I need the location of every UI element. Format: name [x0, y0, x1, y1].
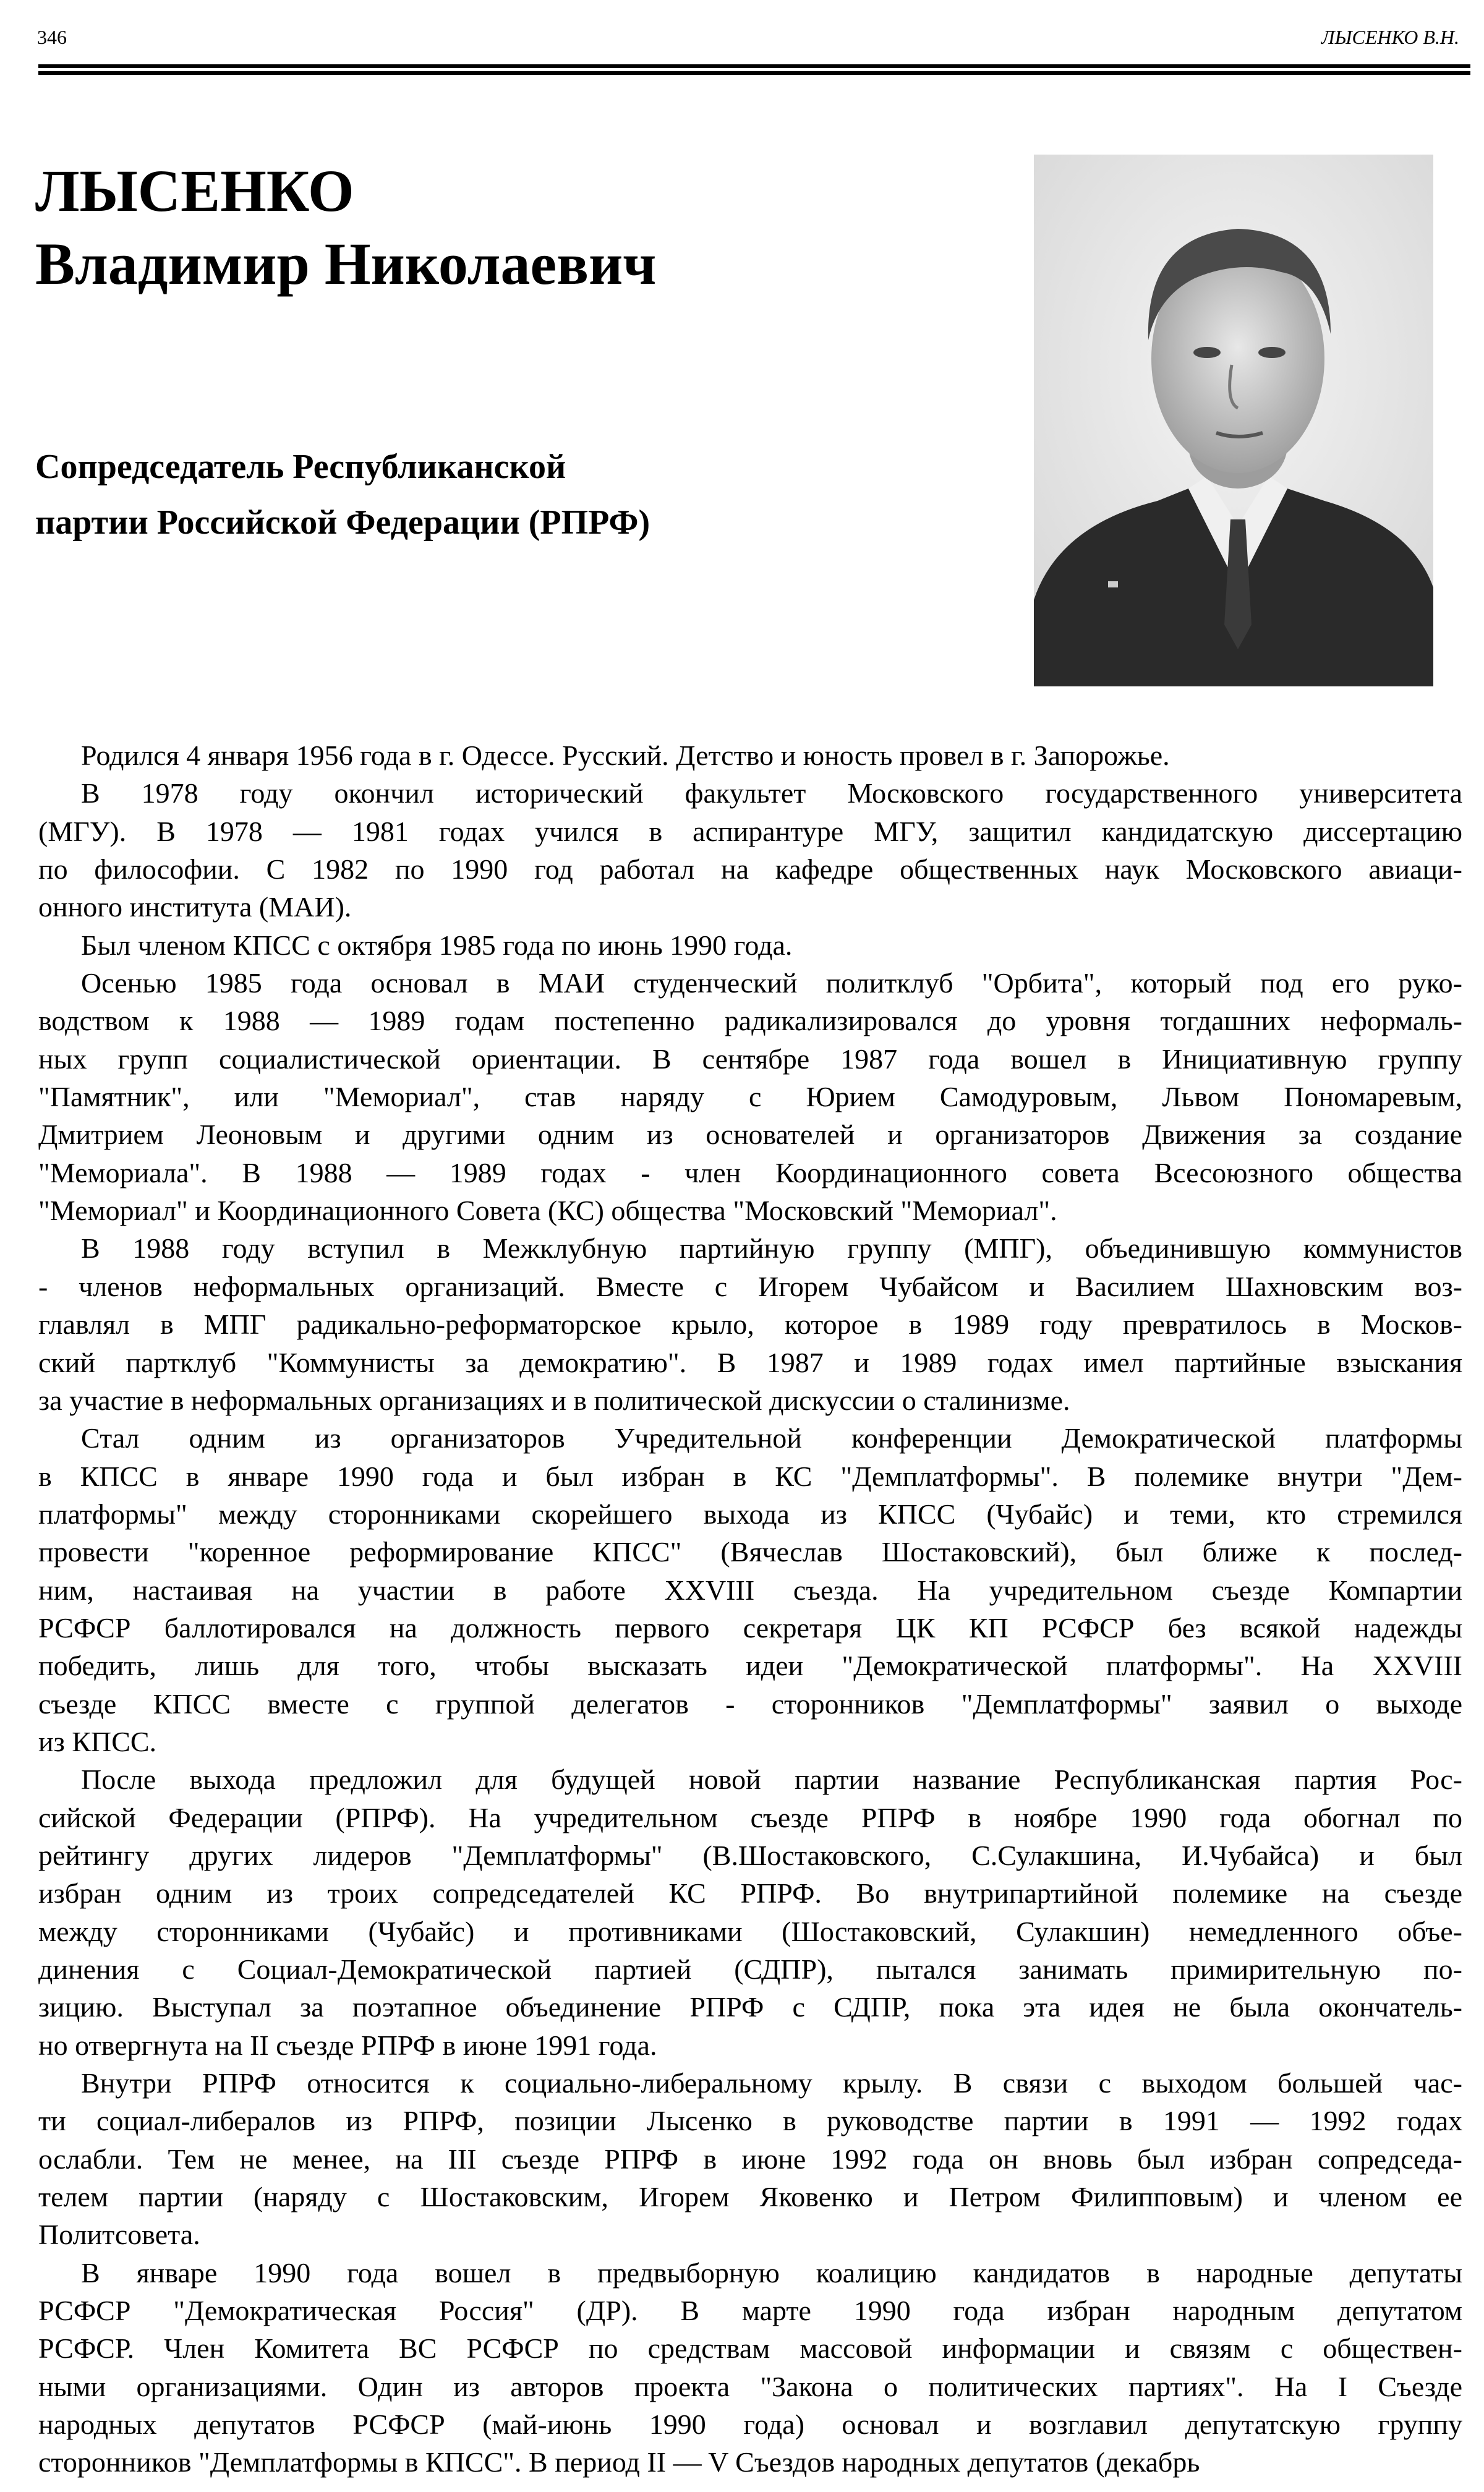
paragraph — [38, 964, 1462, 1229]
text-line: главлял в МПГ радикально-реформаторское крыло, которое в 1989 году превратилось в Москов- — [38, 1308, 1462, 1341]
text-line: После выхода предложил для будущей новой партии название Республиканская партия Рос- — [81, 1764, 1462, 1796]
paragraph — [38, 736, 1462, 774]
text-line: В 1978 году окончил исторический факультет Московского государственного университета — [81, 777, 1462, 809]
header-rule-top — [38, 64, 1470, 68]
text-line: динения с Социал-Демократической партией (СДПР), пытался занимать примирительную по- — [38, 1953, 1462, 1985]
text-line: Был членом КПСС с октября 1985 года по июнь 1990 года. — [81, 929, 793, 961]
text-line: Родился 4 января 1956 года в г. Одессе. Русский. Детство и юность провел в г. Запорожье. — [81, 740, 1170, 771]
text-line: ти социал-либералов из РПРФ, позиции Лысенко в руководстве партии в 1991 — 1992 годах — [38, 2105, 1462, 2137]
text-line: В 1988 году вступил в Межклубную партийную группу (МПГ), объединившую коммунистов — [81, 1232, 1462, 1265]
text-line: онного института (МАИ). — [38, 891, 352, 923]
page-number: 346 — [37, 26, 67, 48]
biography-text — [38, 736, 1462, 2481]
text-line: телем партии (наряду с Шостаковским, Игорем Яковенко и Петром Филипповым) и членом ее — [38, 2181, 1462, 2213]
text-line: (МГУ). В 1978 — 1981 годах учился в аспирантуре МГУ, защитил кандидатскую диссертацию — [38, 815, 1462, 847]
text-line: ним, настаивая на участии в работе XXVIII съезда. На учредительном съезде Компартии — [38, 1574, 1462, 1606]
text-line: провести "коренное реформирование КПСС" (Вячеслав Шостаковский), был ближе к послед- — [38, 1536, 1462, 1568]
text-line: сторонников "Демплатформы в КПСС". В период II — V Съездов народных депутатов (декабрь — [38, 2446, 1200, 2478]
text-line: между сторонниками (Чубайс) и противниками (Шостаковский, Сулакшин) немедленного объе- — [38, 1915, 1462, 1947]
text-line: "Мемориал" и Координационного Совета (КС) общества "Московский "Мемориал". — [38, 1195, 1057, 1227]
text-line: за участие в неформальных организациях и в политической дискуссии о сталинизме. — [38, 1384, 1070, 1416]
subtitle-line: партии Российской Федерации (РПРФ) — [35, 503, 650, 542]
text-line: Внутри РПРФ относится к социально-либеральному крылу. В связи с выходом большей час- — [81, 2067, 1462, 2099]
subtitle-line: Сопредседатель Республиканской — [35, 448, 566, 486]
paragraph — [38, 1419, 1462, 1760]
text-line: РСФСР баллотировался на должность первого секретаря ЦК КП РСФСР без всякой надежды — [38, 1611, 1462, 1644]
text-line: Политсовета. — [38, 2219, 200, 2251]
person-name-heading — [35, 155, 656, 301]
text-line: "Мемориала". В 1988 — 1989 годах - член Координационного совета Всесоюзного общества — [38, 1156, 1462, 1188]
text-line: Осенью 1985 года основал в МАИ студенческий политклуб "Орбита", который под его руко- — [81, 967, 1462, 999]
text-line: Стал одним из организаторов Учредительной конференции Демократической платформы — [81, 1422, 1462, 1454]
text-line: водством к 1988 — 1989 годам постепенно радикализировался до уровня тогдашних неформаль- — [38, 1005, 1462, 1037]
text-line: по философии. С 1982 по 1990 год работал на кафедре общественных наук Московского авиаци- — [38, 853, 1462, 885]
text-line: избран одним из троих сопредседателей КС РПРФ. Во внутрипартийной полемике на съезде — [38, 1877, 1462, 1910]
text-line: рейтингу других лидеров "Демплатформы" (В.Шостаковского, С.Сулакшина, И.Чубайса) и был — [38, 1839, 1462, 1871]
surname: ЛЫСЕНКО — [35, 158, 354, 224]
text-line: из КПСС. — [38, 1725, 157, 1757]
paragraph — [38, 926, 1462, 964]
position-subtitle — [35, 439, 650, 550]
text-line: - членов неформальных организаций. Вместе с Игорем Чубайсом и Василием Шахновским воз- — [38, 1270, 1462, 1302]
text-line: В январе 1990 года вошел в предвыборную коалицию кандидатов в народные депутаты — [81, 2256, 1462, 2289]
paragraph — [38, 774, 1462, 926]
portrait-icon — [1034, 155, 1433, 686]
paragraph — [38, 2254, 1462, 2481]
text-line: ский партклуб "Коммунисты за демократию". В 1987 и 1989 годах имел партийные взыскания — [38, 1346, 1462, 1378]
text-line: РСФСР "Демократическая Россия" (ДР). В марте 1990 года избран народным депутатом — [38, 2295, 1462, 2327]
running-head: ЛЫСЕНКО В.Н. — [1321, 26, 1459, 48]
text-line: съезде КПСС вместе с группой делегатов - сторонников "Демплатформы" заявил о выходе — [38, 1688, 1462, 1720]
portrait-photo — [1034, 155, 1433, 686]
paragraph — [38, 1229, 1462, 1419]
text-line: ных групп социалистической ориентации. В сентябре 1987 года вошел в Инициативную группу — [38, 1043, 1462, 1075]
text-line: победить, лишь для того, чтобы высказать идеи "Демократической платформы". На XXVIII — [38, 1650, 1462, 1682]
text-line: РСФСР. Член Комитета ВС РСФСР по средствам массовой информации и связям с обществен- — [38, 2332, 1462, 2365]
text-line: зицию. Выступал за поэтапное объединение РПРФ с СДПР, пока эта идея не была окончатель- — [38, 1991, 1462, 2023]
header-rule-bottom — [38, 71, 1470, 75]
paragraph — [38, 1760, 1462, 2064]
paragraph — [38, 2064, 1462, 2254]
text-line: Дмитрием Леоновым и другими одним из основателей и организаторов Движения за создание — [38, 1119, 1462, 1151]
text-line: "Памятник", или "Мемориал", став наряду с Юрием Самодуровым, Львом Пономаревым, — [38, 1081, 1462, 1113]
text-line: ными организациями. Один из авторов проекта "Закона о политических партиях". На I Съезде — [38, 2370, 1462, 2402]
text-line: но отвергнута на II съезде РПРФ в июне 1991 года. — [38, 2029, 657, 2061]
given-names: Владимир Николаевич — [35, 231, 657, 297]
text-line: в КПСС в январе 1990 года и был избран в КС "Демплатформы". В полемике внутри "Дем- — [38, 1460, 1462, 1492]
text-line: народных депутатов РСФСР (май-июнь 1990 года) основал и возглавил депутатскую группу — [38, 2409, 1462, 2441]
text-line: ослабли. Тем не менее, на III съезде РПРФ в июне 1992 года он вновь был избран сопредседа- — [38, 2143, 1462, 2175]
text-line: сийской Федерации (РПРФ). На учредительном съезде РПРФ в ноябре 1990 года обогнал по — [38, 1801, 1462, 1833]
text-line: платформы" между сторонниками скорейшего выхода из КПСС (Чубайс) и теми, кто стремился — [38, 1498, 1462, 1530]
